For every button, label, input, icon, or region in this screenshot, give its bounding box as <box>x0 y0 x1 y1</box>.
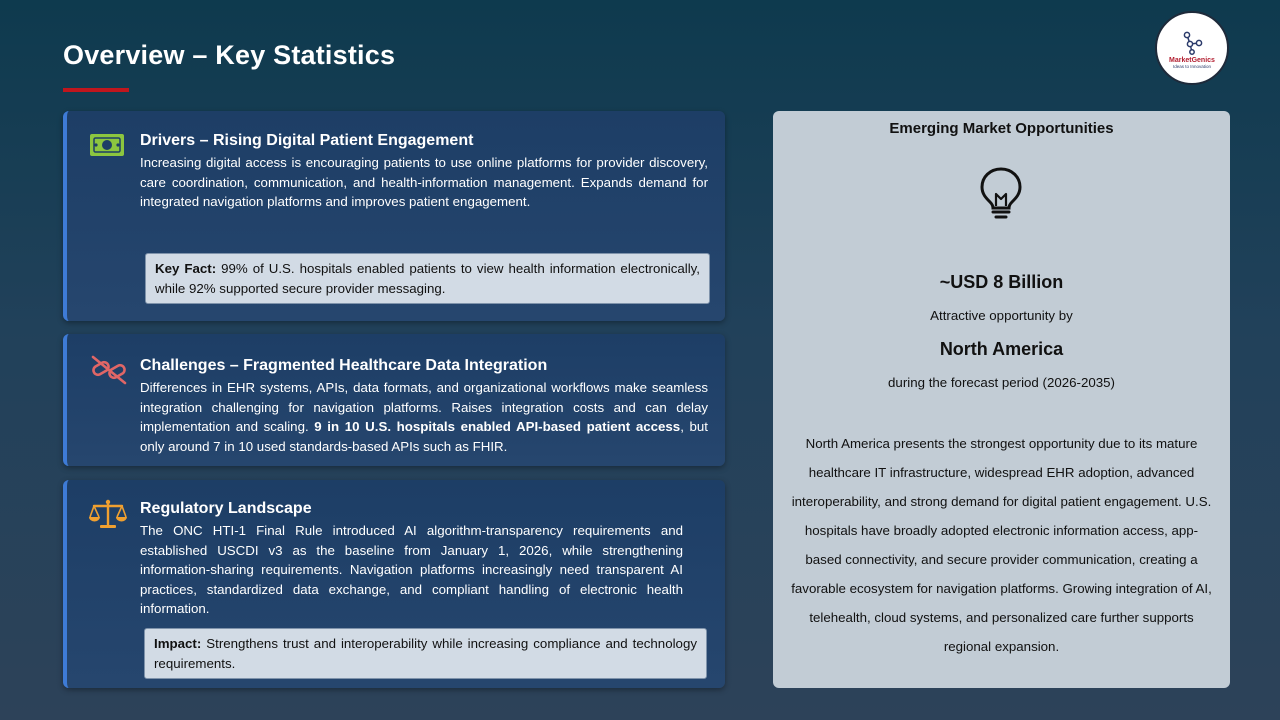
key-fact-label: Key Fact: <box>155 261 217 276</box>
impact-text: Strengthens trust and interoperability while increasing compliance and technology requirements. <box>154 636 697 671</box>
key-fact-box <box>145 253 710 304</box>
panel-title: Emerging Market Opportunities <box>889 120 1114 137</box>
drivers-heading: Drivers – Rising Digital Patient Engagement <box>140 132 474 149</box>
forecast-period: during the forecast period (2026-2035) <box>888 375 1115 390</box>
lightbulb-icon <box>978 166 1024 225</box>
challenges-heading: Challenges – Fragmented Healthcare Data Integration <box>140 357 548 374</box>
scales-icon <box>89 498 127 535</box>
opportunity-subtitle: Attractive opportunity by <box>930 308 1073 323</box>
impact-box <box>144 628 707 679</box>
logo-tagline: Ideas to Innovation <box>1172 63 1212 69</box>
challenges-body-highlight: 9 in 10 U.S. hospitals enabled API-based patient access <box>314 419 681 434</box>
opportunity-amount: ~USD 8 Billion <box>939 272 1064 292</box>
opportunity-region: North America <box>939 339 1064 359</box>
regulatory-body: The ONC HTI-1 Final Rule introduced AI algorithm-transparency requirements and established USCDI v3 as the baseline from January 1, 2026, while strengthening information-sharing requirements. Navigation platforms increasingly need transparent AI practices, standardized data exchange, and compliant handling of electronic health information. <box>140 523 683 616</box>
logo-name: MarketGenics <box>1169 56 1215 64</box>
impact-label: Impact: <box>154 636 202 651</box>
broken-link-icon <box>89 355 129 390</box>
challenges-body <box>140 378 708 456</box>
money-icon <box>89 131 125 164</box>
company-logo <box>1155 11 1229 85</box>
drivers-card <box>63 111 725 321</box>
regulatory-card <box>63 480 725 688</box>
challenges-body-text: Differences in EHR systems, APIs, data formats, and organizational workflows make seamless integration challenging for navigation platforms. Raises integration costs and can delay implementation and scaling. <box>140 380 708 434</box>
challenges-card <box>63 334 725 466</box>
network-nodes-icon <box>1180 31 1204 55</box>
regulatory-heading: Regulatory Landscape <box>140 500 312 517</box>
opportunity-description: North America presents the strongest opportunity due to its mature healthcare IT infrastructure, widespread EHR adoption, advanced interoperability, and strong demand for digital patient engagement. U.S. hospitals have broadly adopted electronic information access, app-based connectivity, and secure provider communication, creating a favorable ecosystem for navigation platforms. Growing integration of AI, telehealth, cloud systems, and personalized care further supports regional expansion. <box>791 436 1212 654</box>
challenges-body-tail: , but only around 7 in 10 used standards-based APIs such as FHIR. <box>140 419 708 454</box>
opportunities-panel <box>773 111 1230 688</box>
drivers-body: Increasing digital access is encouraging patients to use online platforms for provider discovery, care coordination, communication, and health-information management. Expands demand for integrated navigation platforms and improves patient engagement. <box>140 155 708 209</box>
title-underline <box>63 88 129 92</box>
key-fact-text: 99% of U.S. hospitals enabled patients to view health information electronically, while 92% supported secure provider messaging. <box>155 261 701 296</box>
page-title: Overview – Key Statistics <box>63 40 396 70</box>
